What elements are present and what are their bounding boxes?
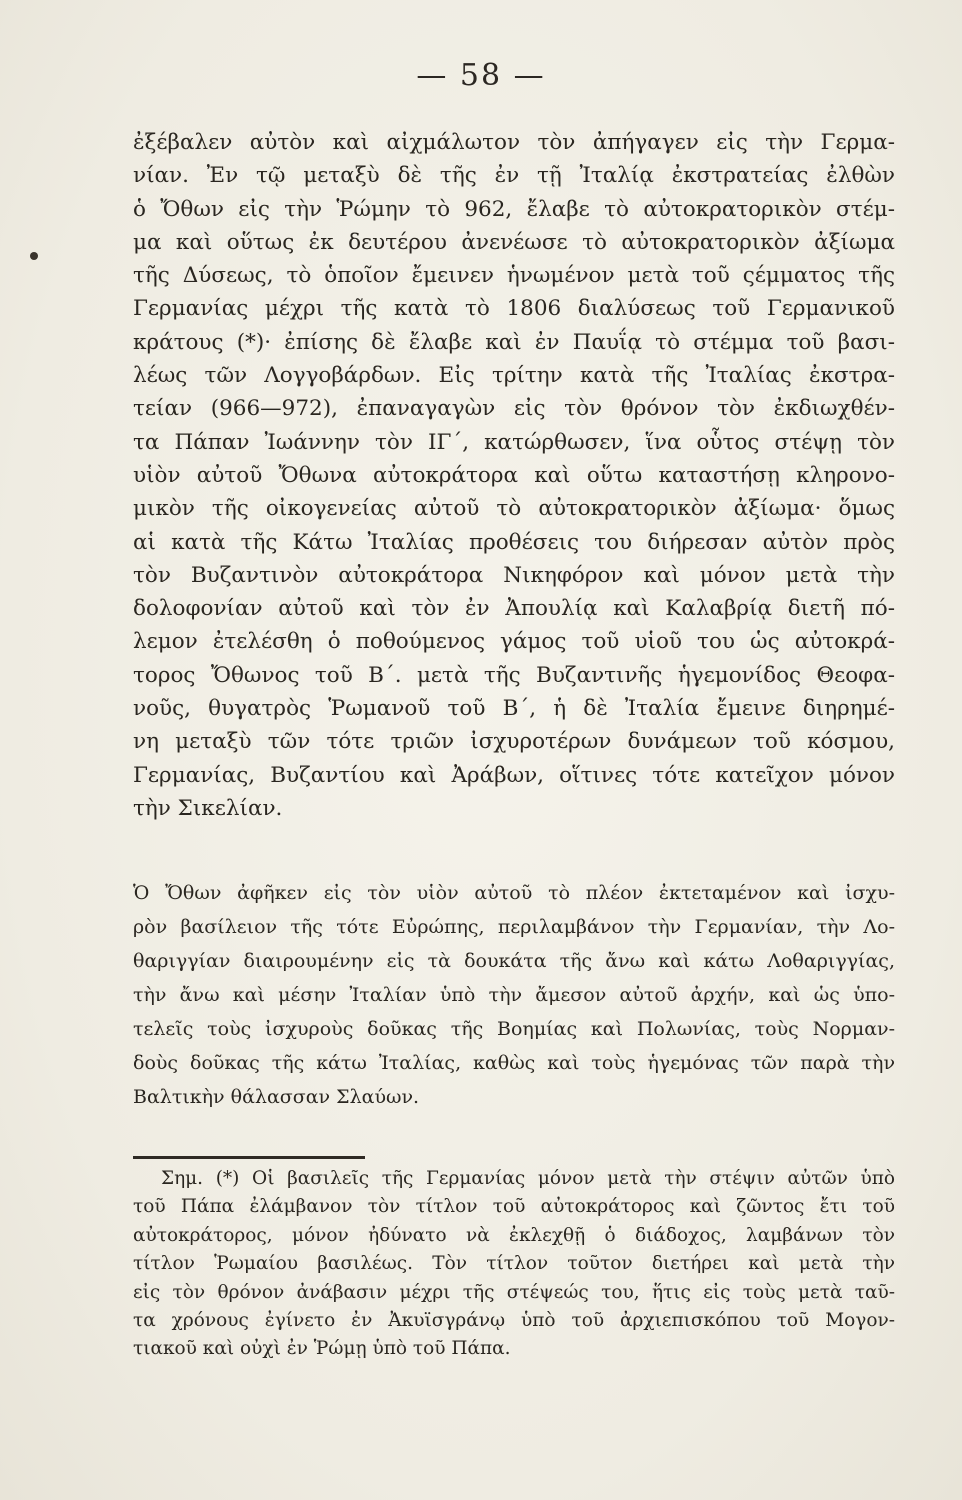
text-line: αἱ κατὰ τῆς Κάτω Ἰταλίας προθέσεις του διήρεσαν αὐτὸν πρὸς bbox=[133, 529, 895, 555]
text-line: τὴν Σικελίαν. bbox=[133, 795, 283, 821]
footnote-divider bbox=[133, 1156, 365, 1159]
footnote-line: τοῦ Πάπα ἐλάμβανον τὸν τίτλον τοῦ αὐτοκράτορος καὶ ζῶντος ἔτι τοῦ bbox=[133, 1196, 895, 1218]
footnote-line: εἰς τὸν θρόνον ἀνάβασιν μέχρι τῆς στέψεώς του, ἥτις εἰς τοὺς μετὰ ταῦ- bbox=[133, 1281, 895, 1303]
text-line: μα καὶ οὕτως ἐκ δευτέρου ἀνενέωσε τὸ αὐτοκρατορικὸν ἀξίωμα bbox=[133, 229, 895, 255]
text-line: θαριγγίαν διαιρουμένην εἰς τὰ δουκάτα τῆς ἄνω καὶ κάτω Λοθαριγγίας, bbox=[133, 950, 895, 972]
text-line: τῆς Δύσεως, τὸ ὁποῖον ἔμεινεν ἡνωμένον μετὰ τοῦ ςέμματος τῆς bbox=[133, 263, 895, 289]
text-line: λεμον ἐτελέσθη ὁ ποθούμενος γάμος τοῦ υἱοῦ του ὡς αὐτοκρά- bbox=[133, 629, 895, 655]
footnote-line: Σημ. (*) Οἱ βασιλεῖς τῆς Γερμανίας μόνον μετὰ τὴν στέψιν αὐτῶν ὑπὸ bbox=[161, 1168, 895, 1189]
secondary-paragraph bbox=[133, 876, 895, 1114]
text-line: Γερμανίας, Βυζαντίου καὶ Ἀράβων, οἵτινες τότε κατεῖχον μόνον bbox=[133, 762, 895, 788]
text-line: τορος Ὄθωνος τοῦ Β΄. μετὰ τῆς Βυζαντινῆς ἡγεμονίδος Θεοφα- bbox=[133, 662, 895, 688]
text-line: τα Πάπαν Ἰωάννην τὸν ΙΓ΄, κατώρθωσεν, ἵνα οὗτος στέψῃ τὸν bbox=[133, 429, 895, 455]
text-line: τὸν Βυζαντινὸν αὐτοκράτορα Νικηφόρον καὶ μόνον μετὰ τὴν bbox=[133, 562, 895, 588]
text-line: νοῦς, θυγατρὸς Ῥωμανοῦ τοῦ Β΄, ἡ δὲ Ἰταλία ἔμεινε διηρημέ- bbox=[133, 696, 895, 722]
main-paragraph bbox=[133, 126, 895, 825]
footnote-line: τιακοῦ καὶ οὐχὶ ἐν Ῥώμῃ ὑπὸ τοῦ Πάπα. bbox=[133, 1338, 511, 1360]
text-line: τείαν (966—972), ἐπαναγαγὼν εἰς τὸν θρόνον τὸν ἐκδιωχθέν- bbox=[133, 396, 895, 422]
page-number: — 58 — bbox=[416, 58, 546, 93]
footnote-line: αὐτοκράτορος, μόνον ἠδύνατο νὰ ἐκλεχθῇ ὁ διάδοχος, λαμβάνων τὸν bbox=[133, 1224, 895, 1246]
text-line: νη μεταξὺ τῶν τότε τριῶν ἰσχυροτέρων δυνάμεων τοῦ κόσμου, bbox=[133, 729, 895, 755]
footnote bbox=[133, 1165, 895, 1364]
text-line: ἐξέβαλεν αὐτὸν καὶ αἰχμάλωτον τὸν ἀπήγαγεν εἰς τὴν Γερμα- bbox=[133, 130, 895, 155]
text-line: τελεῖς τοὺς ἰσχυροὺς δοῦκας τῆς Βοημίας καὶ Πολωνίας, τοὺς Νορμαν- bbox=[133, 1018, 895, 1040]
text-line: νίαν. Ἐν τῷ μεταξὺ δὲ τῆς ἐν τῇ Ἰταλίᾳ ἐκστρατείας ἐλθὼν bbox=[133, 163, 895, 189]
text-line: δολοφονίαν αὐτοῦ καὶ τὸν ἐν Ἀπουλίᾳ καὶ Καλαβρίᾳ διετῆ πό- bbox=[133, 596, 895, 622]
footnote-line: τα χρόνους ἐγίνετο ἐν Ἀκυϊσγράνῳ ὑπὸ τοῦ ἀρχιεπισκόπου τοῦ Μογον- bbox=[133, 1310, 895, 1332]
text-line: ρὸν βασίλειον τῆς τότε Εὐρώπης, περιλαμβάνον τὴν Γερμανίαν, τὴν Λο- bbox=[133, 916, 895, 938]
text-line: Βαλτικὴν θάλασσαν Σλαύων. bbox=[133, 1086, 420, 1108]
text-line: τὴν ἄνω καὶ μέσην Ἰταλίαν ὑπὸ τὴν ἄμεσον αὐτοῦ ἀρχήν, καὶ ὡς ὑπο- bbox=[133, 984, 895, 1006]
margin-ink-dot bbox=[30, 252, 38, 260]
text-line: δοὺς δοῦκας τῆς κάτω Ἰταλίας, καθὼς καὶ τοὺς ἡγεμόνας τῶν παρὰ τὴν bbox=[133, 1052, 895, 1074]
text-line: κράτους (*)· ἐπίσης δὲ ἔλαβε καὶ ἐν Παυΐᾳ τὸ στέμμα τοῦ βασι- bbox=[133, 329, 895, 355]
text-line: Ὁ Ὄθων ἀφῆκεν εἰς τὸν υἱὸν αὐτοῦ τὸ πλέον ἐκτεταμένον καὶ ἰσχυ- bbox=[133, 882, 895, 904]
text-line: ὁ Ὄθων εἰς τὴν Ῥώμην τὸ 962, ἔλαβε τὸ αὐτοκρατορικὸν στέμ- bbox=[133, 196, 895, 222]
text-line: λέως τῶν Λογγοβάρδων. Εἰς τρίτην κατὰ τῆς Ἰταλίας ἐκστρα- bbox=[133, 363, 895, 389]
text-line: Γερμανίας μέχρι τῆς κατὰ τὸ 1806 διαλύσεως τοῦ Γερμανικοῦ bbox=[133, 296, 895, 322]
text-line: υἱὸν αὐτοῦ Ὄθωνα αὐτοκράτορα καὶ οὕτω καταστήσῃ κληρονο- bbox=[133, 462, 895, 488]
text-line: μικὸν τῆς οἰκογενείας αὐτοῦ τὸ αὐτοκρατορικὸν ἀξίωμα· ὅμως bbox=[133, 496, 895, 522]
footnote-line: τίτλον Ῥωμαίου βασιλέως. Τὸν τίτλον τοῦτον διετήρει καὶ μετὰ τὴν bbox=[133, 1253, 895, 1275]
